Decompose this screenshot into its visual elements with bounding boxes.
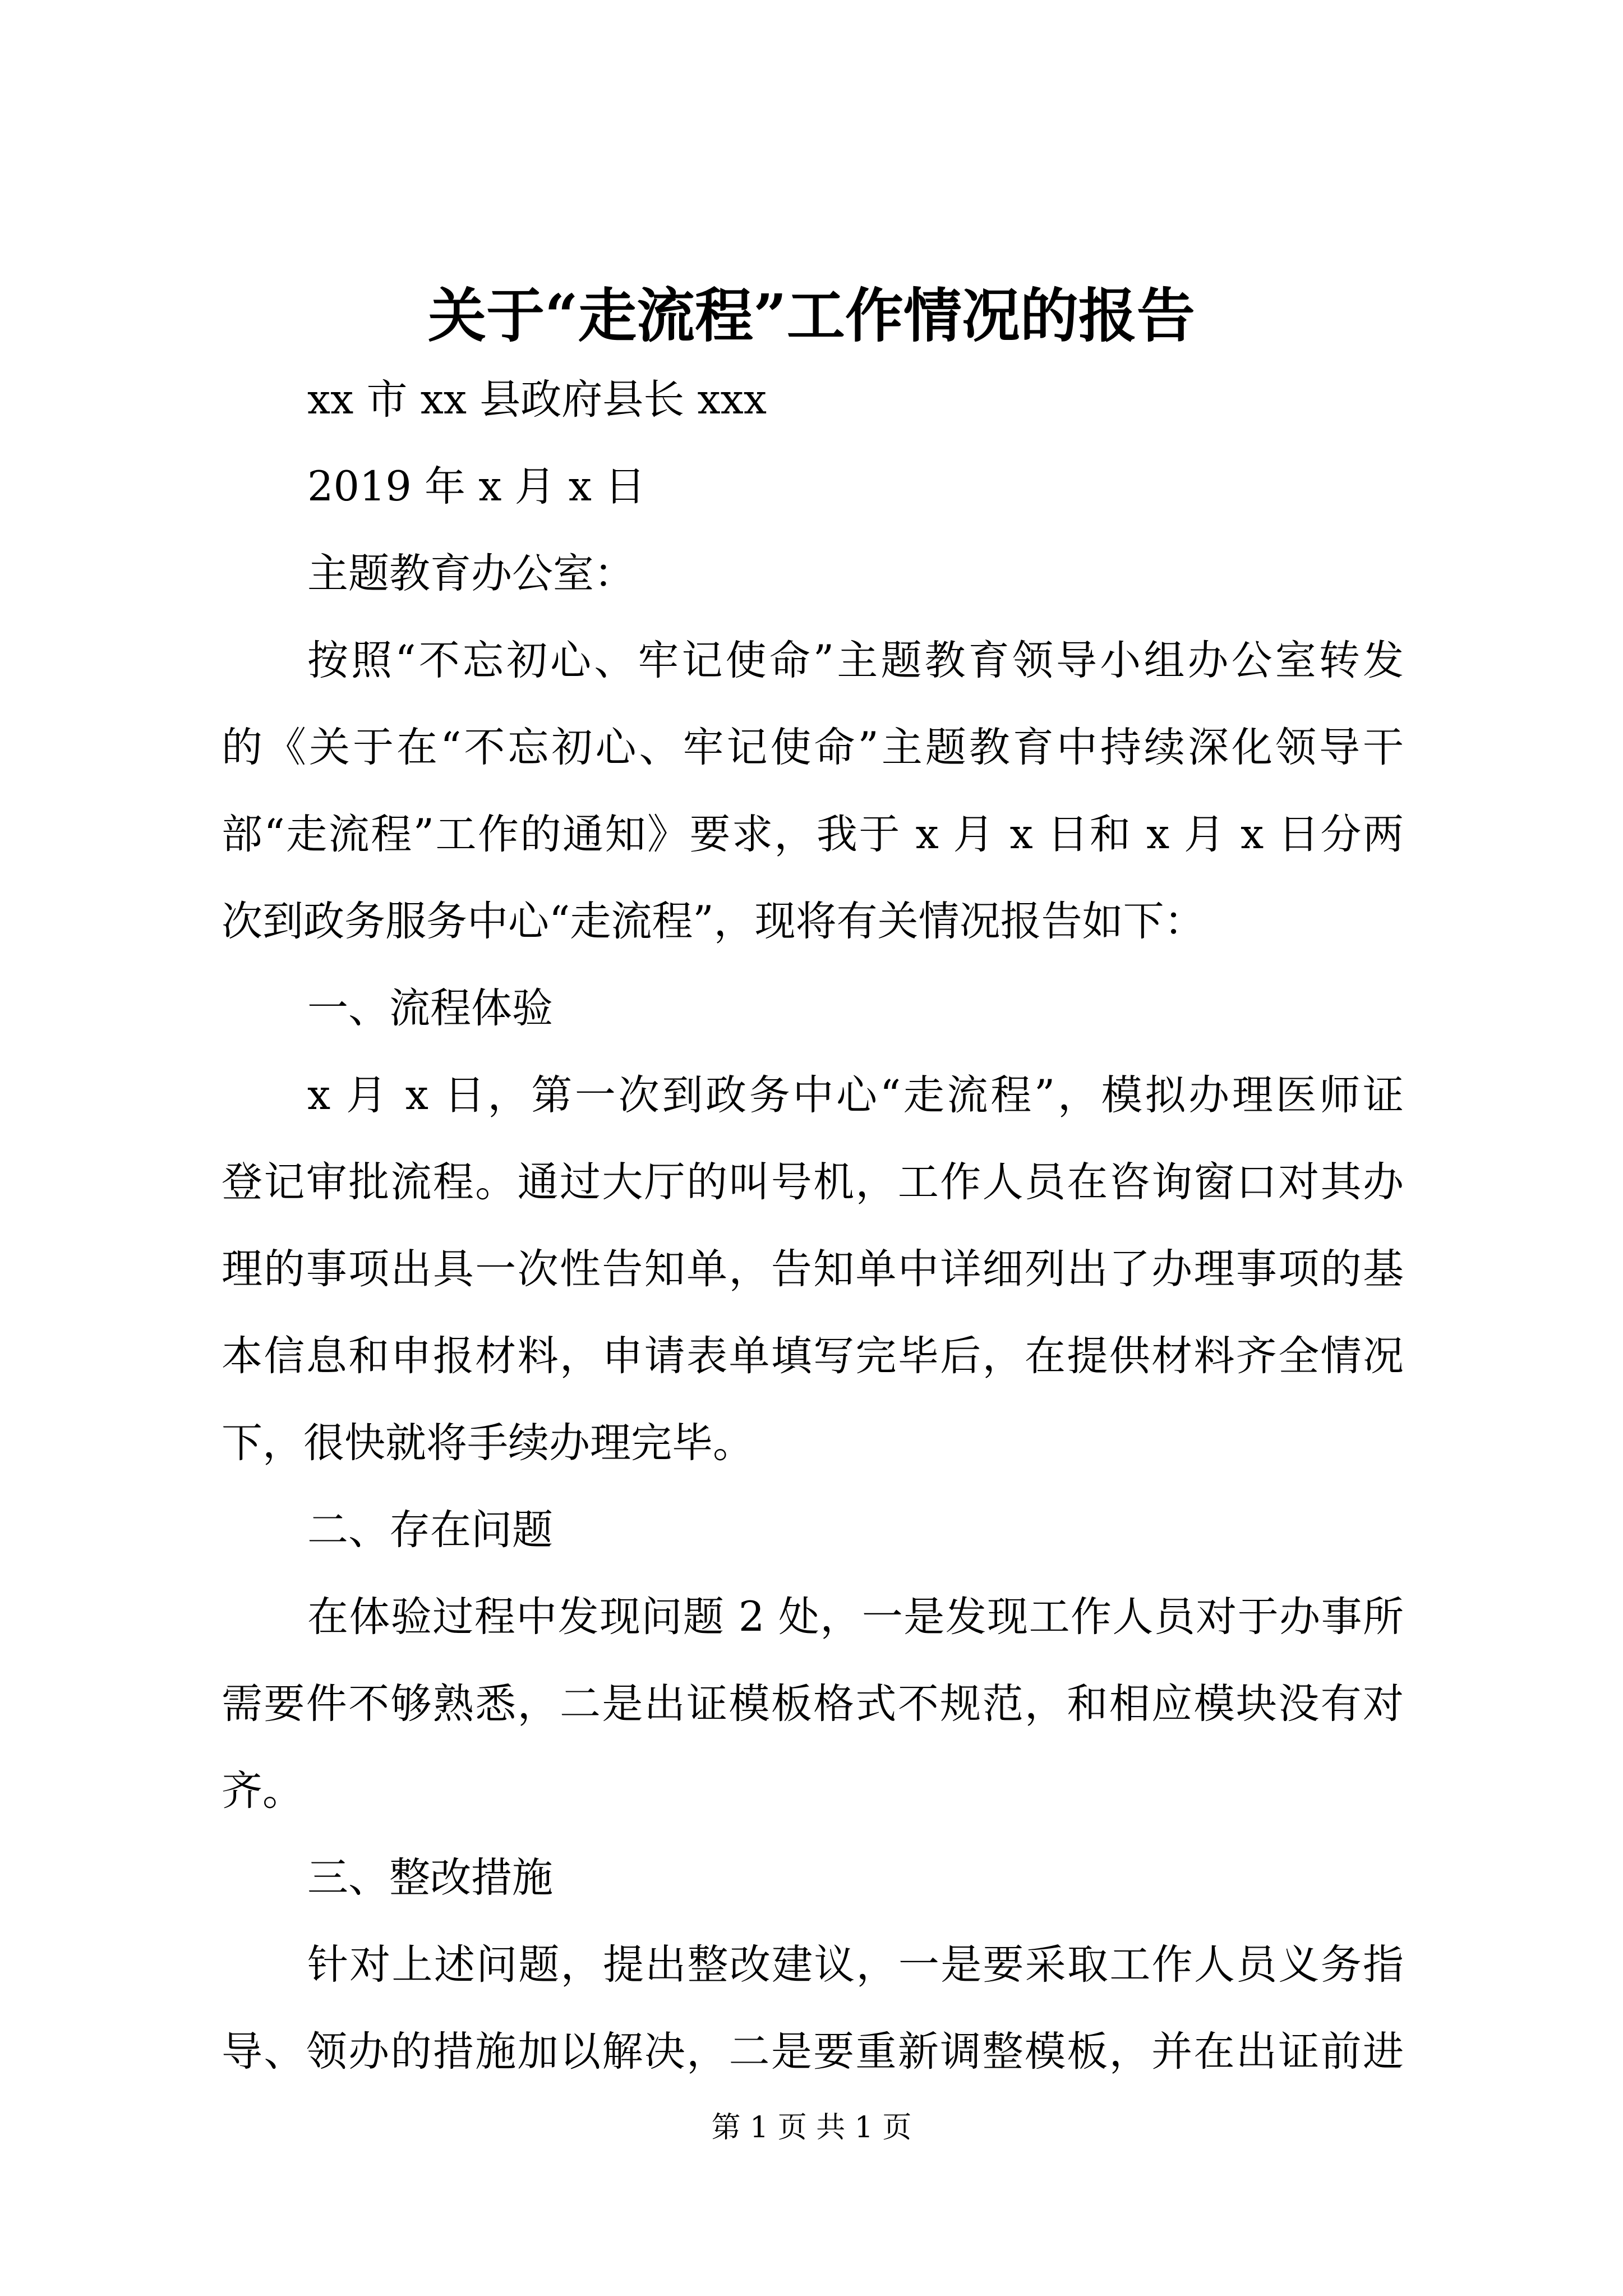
author-line: xx 市 xx 县政府县长 xxx (307, 376, 767, 424)
paragraph-line: 下，很快就将手续办理完毕。 (222, 1419, 754, 1467)
paragraph-line: 理的事项出具一次性告知单，告知单中详细列出了办理事项的基 (222, 1245, 1404, 1293)
paragraph-line: 导、领办的措施加以解决，二是要重新调整模板，并在出证前进 (222, 2028, 1404, 2076)
page-number-footer: 第 1 页 共 1 页 (711, 2111, 912, 2145)
intro-line: 的《关于在“不忘初心、牢记使命”主题教育中持续深化领导干 (222, 724, 1404, 771)
intro-line: 次到政务服务中心“走流程”，现将有关情况报告如下： (222, 898, 1205, 945)
document-title: 关于“走流程”工作情况的报告 (428, 281, 1195, 350)
paragraph-line: 登记审批流程。通过大厅的叫号机，工作人员在咨询窗口对其办 (222, 1158, 1404, 1206)
paragraph-line: x 月 x 日，第一次到政务中心“走流程”，模拟办理医师证 (307, 1071, 1404, 1119)
section-heading-measures: 三、整改措施 (307, 1854, 553, 1902)
section-heading-problems: 二、存在问题 (307, 1506, 553, 1554)
section-heading-process: 一、流程体验 (307, 984, 553, 1032)
paragraph-line: 在体验过程中发现问题 2 处，一是发现工作人员对于办事所 (307, 1593, 1404, 1641)
paragraph-line: 需要件不够熟悉，二是出证模板格式不规范，和相应模块没有对 (222, 1680, 1404, 1728)
date-line: 2019 年 x 月 x 日 (307, 463, 646, 510)
paragraph-line: 针对上述问题，提出整改建议，一是要采取工作人员义务指 (307, 1941, 1404, 1989)
intro-line: 部“走流程”工作的通知》要求，我于 x 月 x 日和 x 月 x 日分两 (222, 811, 1404, 858)
paragraph-line: 齐。 (222, 1767, 303, 1815)
intro-line: 按照“不忘初心、牢记使命”主题教育领导小组办公室转发 (307, 637, 1404, 684)
document-body (222, 356, 1404, 2095)
recipient-line: 主题教育办公室： (307, 550, 635, 597)
paragraph-line: 本信息和申报材料，申请表单填写完毕后，在提供材料齐全情况 (222, 1332, 1404, 1380)
